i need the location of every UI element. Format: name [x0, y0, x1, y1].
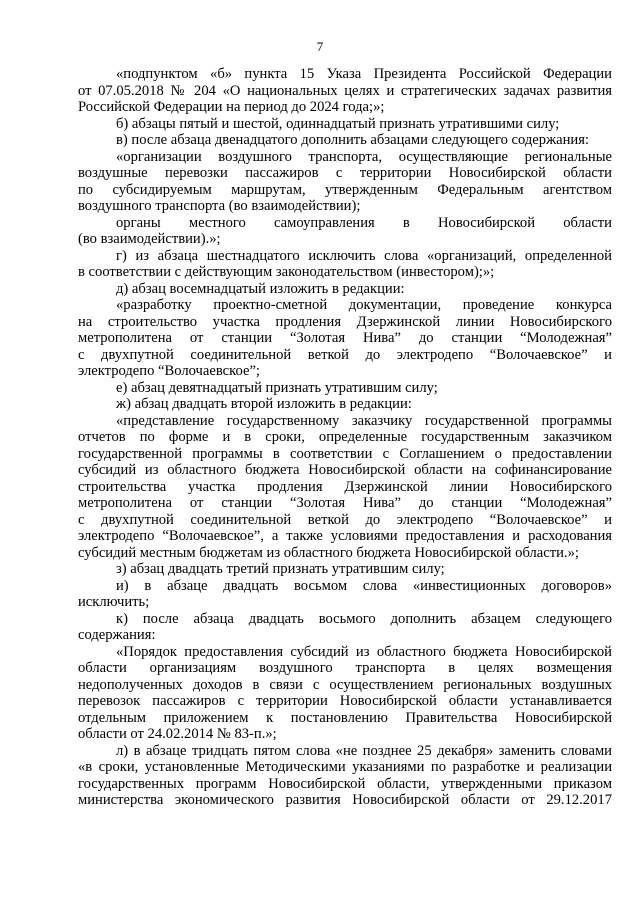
text-line: области организациям воздушного транспорта в целях возмещения	[78, 660, 612, 676]
paragraph	[78, 611, 612, 644]
text-line: от 07.05.2018 № 204 «О национальных целях и стратегических задачах развития	[78, 82, 612, 99]
text-line: субсидий из областного бюджета Новосибирской области на софинансирование	[78, 462, 612, 478]
text-line: метрополитена от станции “Золотая Нива” до станции “Молодежная”	[78, 330, 612, 346]
text-line: на строительство участка продления Дзержинской линии Новосибирского	[78, 313, 612, 330]
paragraph	[78, 413, 612, 562]
text-line: метрополитена от станции “Золотая Нива” до станции “Молодежная”	[78, 495, 612, 511]
paragraph	[78, 149, 612, 215]
text-line: отдельным приложением к постановлению Правительства Новосибирской	[78, 709, 612, 726]
text-line: «организации воздушного транспорта, осуществляющие региональные	[116, 148, 612, 165]
paragraph	[78, 281, 612, 298]
text-line: «подпунктом «б» пункта 15 Указа Президента Российской Федерации	[116, 66, 612, 82]
text-line: и) в абзаце двадцать восьмом слова «инвестиционных договоров»	[116, 577, 612, 594]
text-line: с двухпутной соединительной веткой до электродепо “Волочаевское” и	[78, 511, 612, 528]
paragraph	[78, 644, 612, 743]
paragraph	[78, 297, 612, 380]
text-line: «в сроки, установленные Методическими указаниями по разработке и реализации	[78, 759, 612, 775]
text-line: исключить;	[78, 594, 150, 610]
text-line: е) абзац девятнадцатый признать утратившим силу;	[116, 379, 438, 396]
paragraph	[78, 132, 612, 149]
paragraph	[78, 116, 612, 133]
text-line: содержания:	[78, 627, 156, 643]
paragraph	[78, 743, 612, 809]
paragraph	[78, 380, 612, 397]
paragraph	[78, 396, 612, 413]
document-body	[78, 66, 612, 809]
text-line: к) после абзаца двадцать восьмого дополнить абзацем следующего	[116, 610, 612, 627]
text-line: государственных программ Новосибирской области, утвержденными приказом	[78, 775, 612, 792]
paragraph	[78, 561, 612, 578]
page-number: 7	[316, 39, 324, 54]
paragraph	[78, 248, 612, 281]
text-line: воздушные перевозки пассажиров с территории Новосибирской области	[78, 165, 612, 181]
text-line: субсидий местным бюджетам из областного бюджета Новосибирской области.»;	[78, 544, 579, 561]
text-line: Российской Федерации на период до 2024 года;»;	[78, 99, 385, 115]
text-line: области от 24.02.2014 № 83-п.»;	[78, 726, 277, 742]
text-line: д) абзац восемнадцатый изложить в редакции:	[116, 280, 405, 297]
text-line: (во взаимодействии).»;	[78, 231, 221, 247]
text-line: «разработку проектно-сметной документации, проведение конкурса	[116, 297, 612, 313]
text-line: министерства экономического развития Новосибирской области от 29.12.2017	[78, 792, 612, 808]
text-line: по субсидируемым маршрутам, утвержденным Федеральным агентством	[78, 181, 612, 198]
text-line: г) из абзаца шестнадцатого исключить слова «организаций, определенной	[116, 247, 612, 264]
text-line: з) абзац двадцать третий признать утратившим силу;	[116, 561, 445, 577]
text-line: ж) абзац двадцать второй изложить в редакции:	[116, 396, 412, 412]
text-line: воздушного транспорта (во взаимодействии);	[78, 198, 361, 214]
paragraph	[78, 578, 612, 611]
text-line: государственной программы в соответствии с Соглашением о предоставлении	[78, 445, 612, 462]
text-line: электродепо “Волочаевское”, а также условиями предоставления и расходования	[78, 528, 612, 544]
text-line: в соответствии с действующим законодательством (инвестором);»;	[78, 264, 495, 280]
text-line: отчетов по форме и в сроки, определенные государственным заказчиком	[78, 429, 612, 445]
text-line: с двухпутной соединительной веткой до электродепо “Волочаевское” и	[78, 346, 612, 363]
text-line: в) после абзаца двенадцатого дополнить абзацами следующего содержания:	[116, 132, 590, 148]
paragraph	[78, 215, 612, 248]
text-line: «Порядок предоставления субсидий из областного бюджета Новосибирской	[116, 643, 612, 660]
text-line: б) абзацы пятый и шестой, одиннадцатый признать утратившими силу;	[116, 115, 560, 132]
text-line: «представление государственному заказчику государственной программы	[116, 412, 612, 429]
text-line: строительства участка продления Дзержинской линии Новосибирского	[78, 478, 612, 495]
text-line: недополученных доходов в связи с осуществлением региональных воздушных	[78, 676, 612, 693]
text-line: органы местного самоуправления в Новосибирской области	[116, 214, 612, 231]
text-line: л) в абзаце тридцать пятом слова «не позднее 25 декабря» заменить словами	[116, 742, 612, 759]
paragraph	[78, 66, 612, 116]
text-line: электродепо “Волочаевское”;	[78, 363, 260, 379]
text-line: перевозок пассажиров с территории Новосибирской области устанавливается	[78, 693, 612, 709]
